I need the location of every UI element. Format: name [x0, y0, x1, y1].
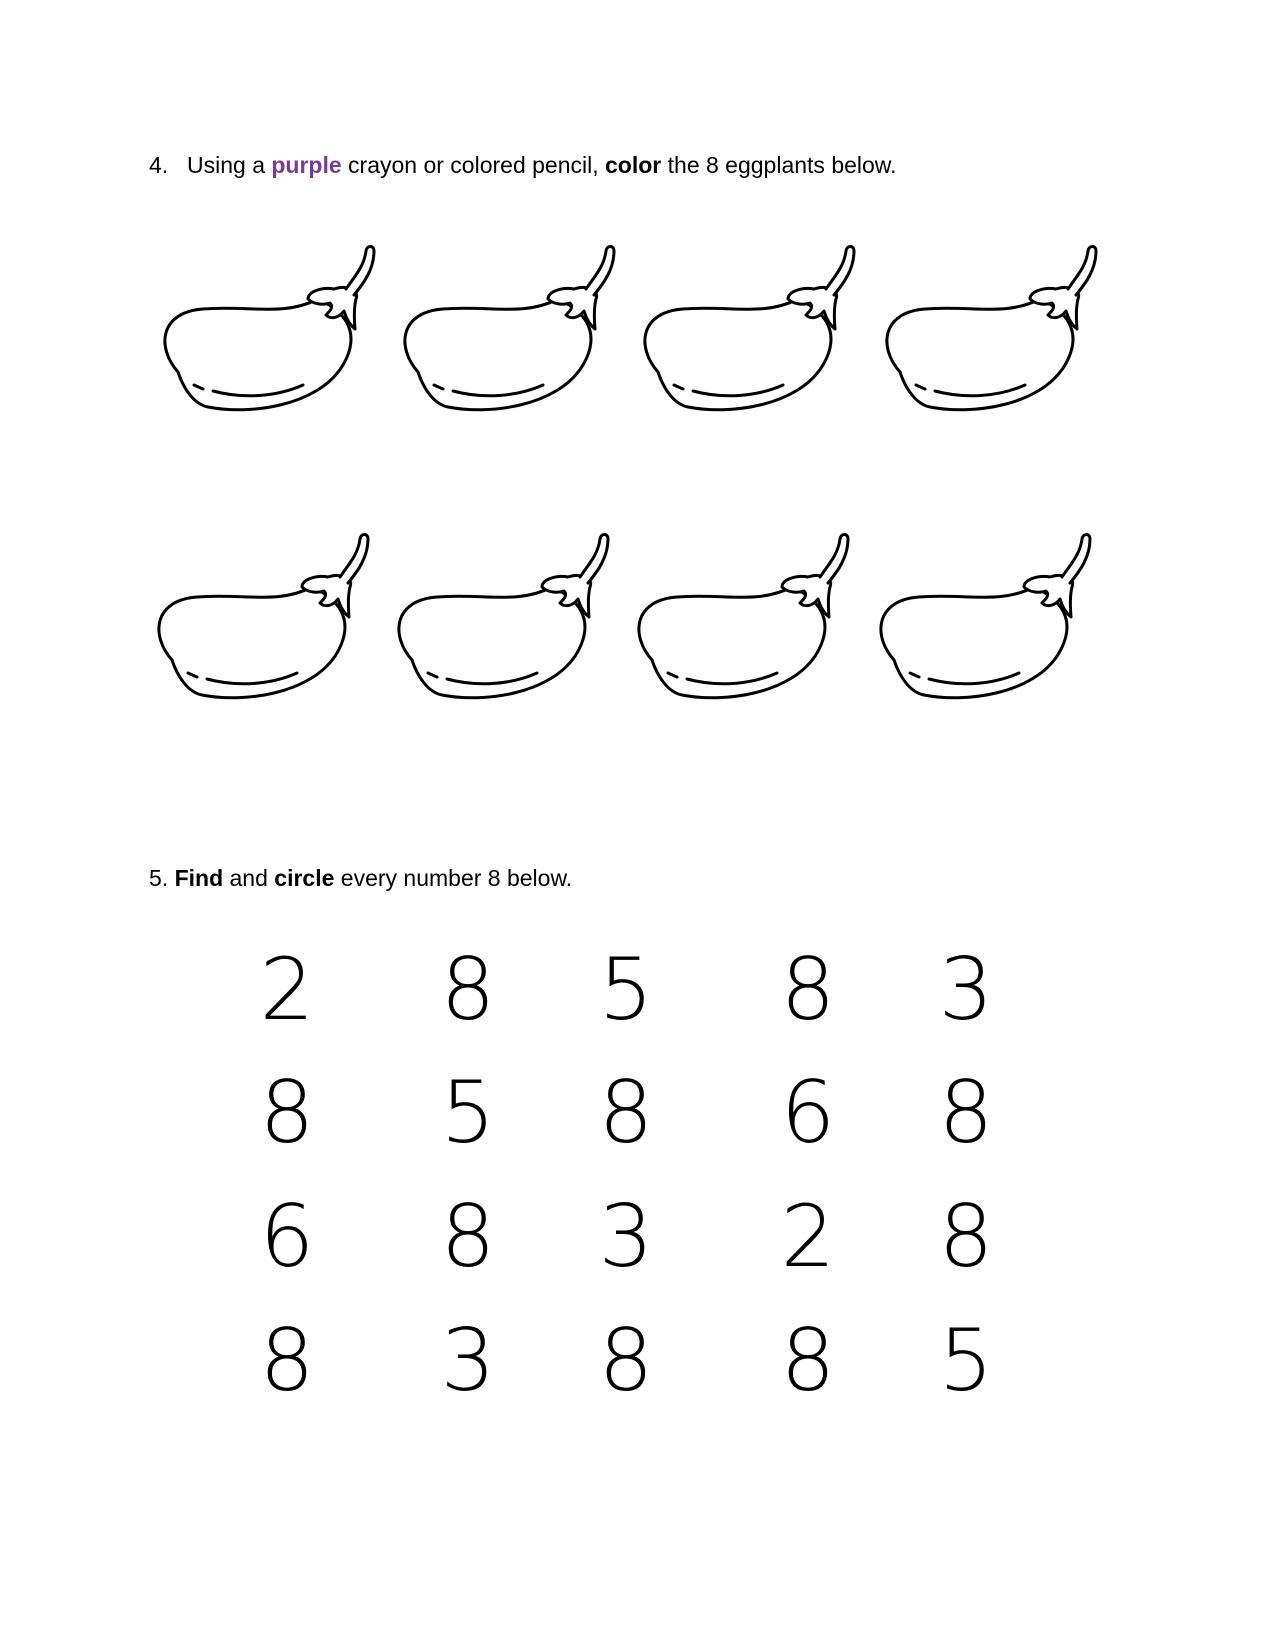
grid-number[interactable]: 8 — [938, 1063, 994, 1163]
grid-number[interactable]: 8 — [780, 1311, 836, 1411]
grid-number[interactable]: 8 — [938, 1187, 994, 1287]
grid-number[interactable]: 8 — [598, 1311, 654, 1411]
question-5-text-1: and — [223, 865, 275, 891]
grid-number[interactable]: 8 — [440, 940, 496, 1040]
grid-number[interactable]: 8 — [598, 1063, 654, 1163]
grid-number[interactable]: 5 — [938, 1311, 994, 1411]
grid-number[interactable]: 2 — [780, 1187, 836, 1287]
grid-number[interactable]: 6 — [780, 1063, 836, 1163]
grid-number[interactable]: 3 — [598, 1187, 654, 1287]
grid-number[interactable]: 3 — [440, 1311, 496, 1411]
grid-number[interactable]: 3 — [938, 940, 994, 1040]
question-4-color-word: color — [605, 152, 662, 178]
grid-number[interactable]: 2 — [259, 940, 315, 1040]
grid-number[interactable]: 8 — [259, 1063, 315, 1163]
question-4-number: 4. — [149, 152, 169, 178]
grid-number[interactable]: 5 — [598, 940, 654, 1040]
question-5-find-word: Find — [174, 865, 224, 891]
grid-number[interactable]: 6 — [259, 1187, 315, 1287]
grid-number[interactable]: 8 — [440, 1187, 496, 1287]
question-5-number: 5. — [149, 865, 175, 891]
grid-number[interactable]: 5 — [440, 1063, 496, 1163]
question-4-text-2: crayon or colored pencil, — [341, 152, 606, 178]
question-5-circle-word: circle — [274, 865, 335, 891]
grid-number[interactable]: 8 — [259, 1311, 315, 1411]
question-4-purple-word: purple — [271, 152, 342, 178]
question-4-text-3: the 8 eggplants below. — [661, 152, 897, 178]
grid-number[interactable]: 8 — [780, 940, 836, 1040]
question-5-text-2: every number 8 below. — [334, 865, 573, 891]
question-4-text-1: Using a — [187, 152, 272, 178]
